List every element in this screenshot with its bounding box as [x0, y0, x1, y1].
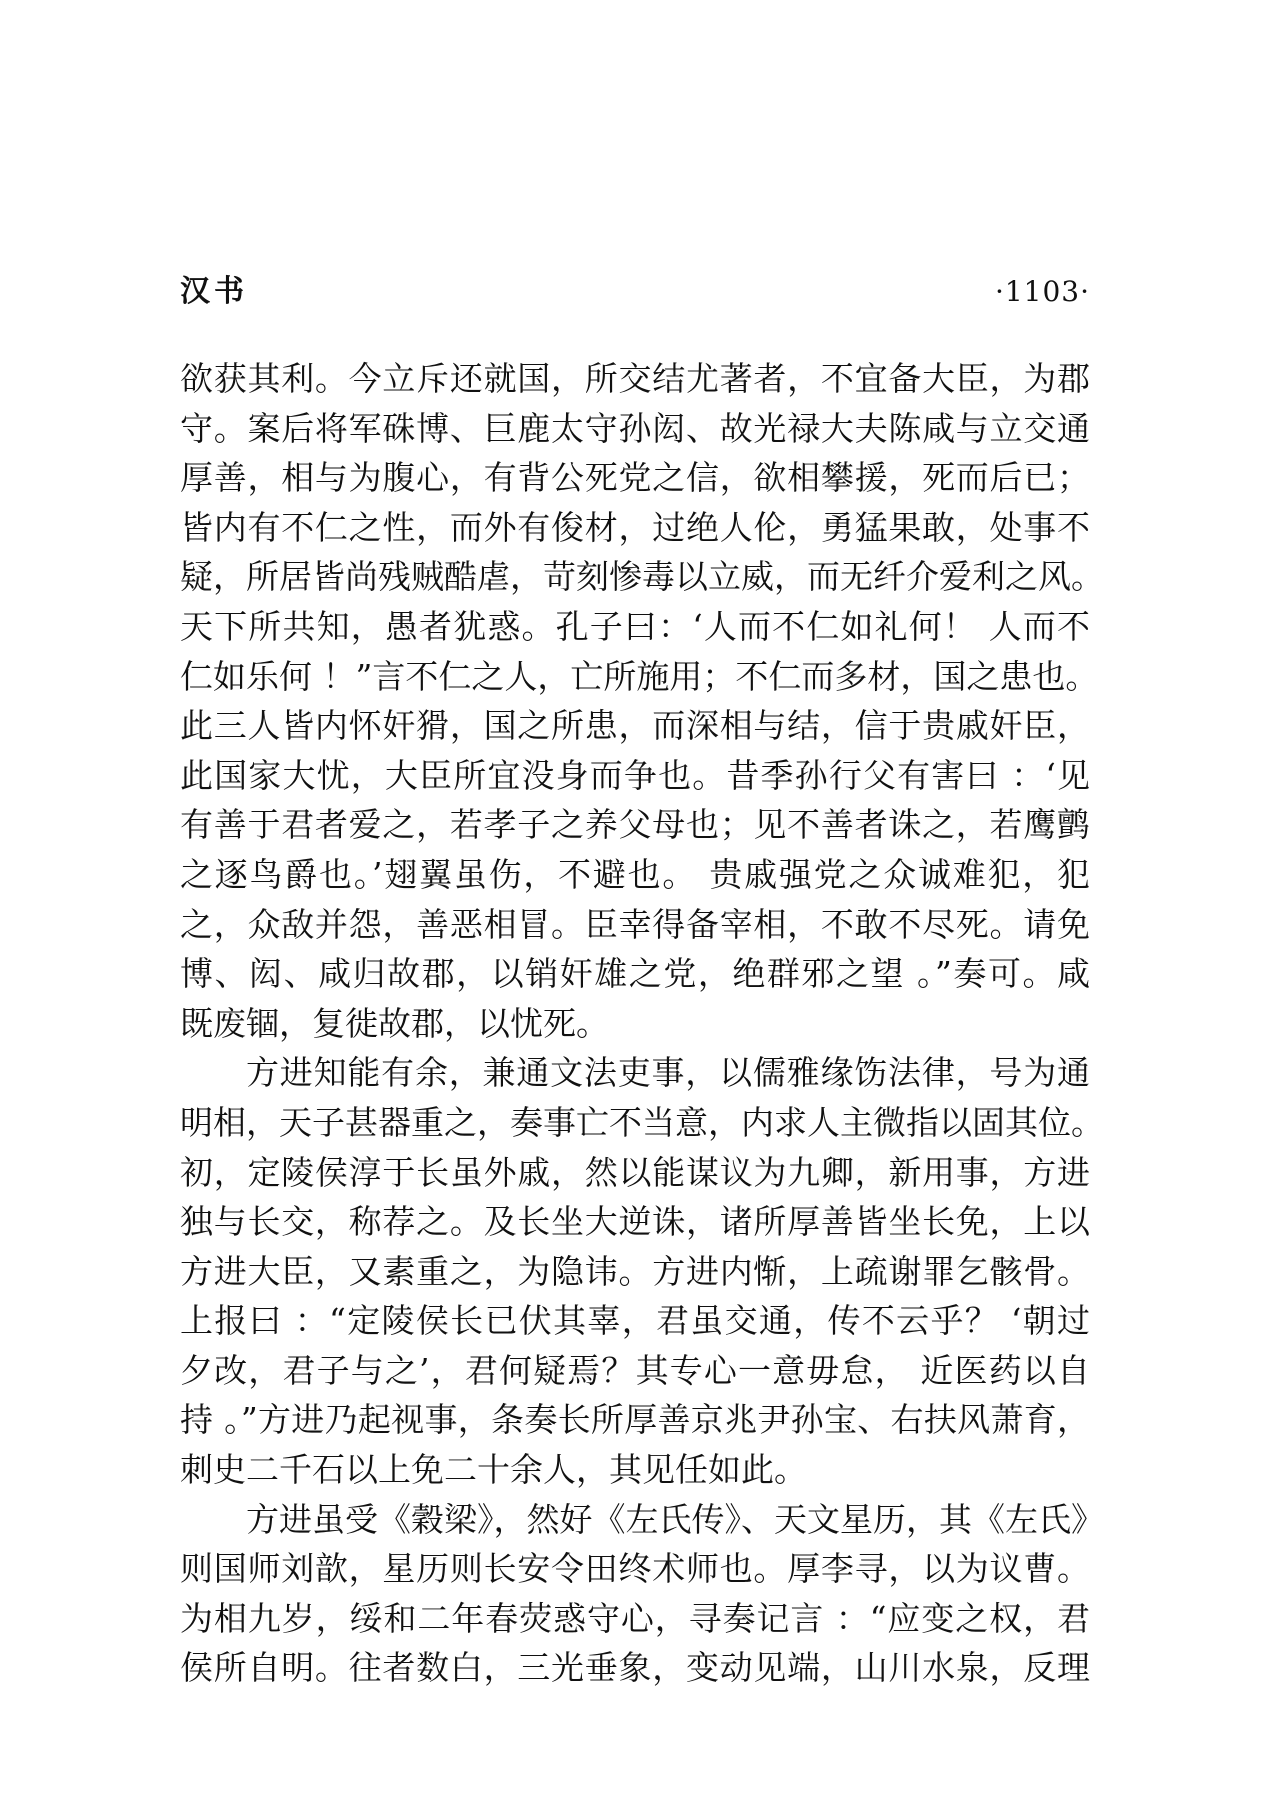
text-line: 则国师刘歆，星历则长安令田终术师也。厚李寻，以为议曹。 — [180, 1549, 1090, 1589]
paragraph-first-line: 方进虽受《穀梁》，然好《左氏传》、天文星历，其《左氏》 — [246, 1499, 1104, 1539]
text-line: 之，众敌并怨，善恶相冒。臣幸得备宰相，不敢不尽死。请免 — [180, 904, 1090, 944]
text-line: 有善于君者爱之，若孝子之养父母也；见不善者诛之，若鹰鹯 — [180, 805, 1090, 845]
text-line: 此国家大忧，大臣所宜没身而争也。昔季孙行父有害曰 ：‘见 — [180, 755, 1090, 795]
paragraph-first-line: 方进知能有余，兼通文法吏事，以儒雅缘饬法律，号为通 — [246, 1053, 1090, 1093]
page-number: ·1103· — [994, 275, 1090, 308]
text-line: 独与长交，称荐之。及长坐大逆诛，诸所厚善皆坐长免，上以 — [180, 1202, 1090, 1242]
text-line: 此三人皆内怀奸猾，国之所患，而深相与结，信于贵戚奸臣， — [180, 706, 1090, 746]
text-line: 之逐鸟爵也。’翅翼虽伤，不避也。 贵戚强党之众诚难犯，犯 — [180, 854, 1090, 894]
page-header — [180, 270, 1090, 314]
text-line: 守。案后将军硃博、巨鹿太守孙闳、故光禄大夫陈咸与立交通 — [180, 408, 1090, 448]
text-line: 为相九岁，绥和二年春荧惑守心，寻奏记言 ：“应变之权，君 — [180, 1598, 1090, 1638]
text-line: 方进大臣，又素重之，为隐讳。方进内惭，上疏谢罪乞骸骨。 — [180, 1251, 1090, 1291]
text-line: 上报曰 ：“定陵侯长已伏其辜，君虽交通，传不云乎？ ‘朝过 — [180, 1301, 1090, 1341]
body-text — [180, 354, 1104, 1693]
text-line: 疑，所居皆尚残贼酷虐，苛刻惨毒以立威，而无纤介爱利之风。 — [180, 557, 1104, 597]
text-line: 仁如乐何 ！”言不仁之人，亡所施用；不仁而多材，国之患也。 — [180, 656, 1099, 696]
book-title: 汉书 — [180, 274, 248, 309]
text-line: 持 。”方进乃起视事，条奏长所厚善京兆尹孙宝、右扶风萧育， — [180, 1400, 1090, 1440]
text-line: 博、闳、咸归故郡，以销奸雄之党，绝群邪之望 。”奏可。咸 — [180, 954, 1090, 994]
paragraph-end-line: 既废锢，复徙故郡，以忧死。 — [180, 1003, 609, 1043]
text-line: 明相，天子甚器重之，奏事亡不当意，内求人主微指以固其位。 — [180, 1102, 1104, 1142]
paragraph-end-line: 刺史二千石以上免二十余人，其见任如此。 — [180, 1450, 807, 1490]
text-line: 皆内有不仁之性，而外有俊材，过绝人伦，勇猛果敢，处事不 — [180, 507, 1090, 547]
text-line: 侯所自明。往者数白，三光垂象，变动见端，山川水泉，反理 — [180, 1648, 1090, 1688]
text-line: 夕改，君子与之’，君何疑焉？其专心一意毋怠， 近医药以自 — [180, 1350, 1090, 1390]
text-line: 天下所共知，愚者犹惑。孔子曰：‘人而不仁如礼何！ 人而不 — [180, 606, 1090, 646]
text-line: 初，定陵侯淳于长虽外戚，然以能谋议为九卿，新用事，方进 — [180, 1152, 1090, 1192]
text-line: 厚善，相与为腹心，有背公死党之信，欲相攀援，死而后已； — [180, 458, 1090, 498]
text-line: 欲获其利。今立斥还就国，所交结尤著者，不宜备大臣，为郡 — [180, 359, 1090, 398]
